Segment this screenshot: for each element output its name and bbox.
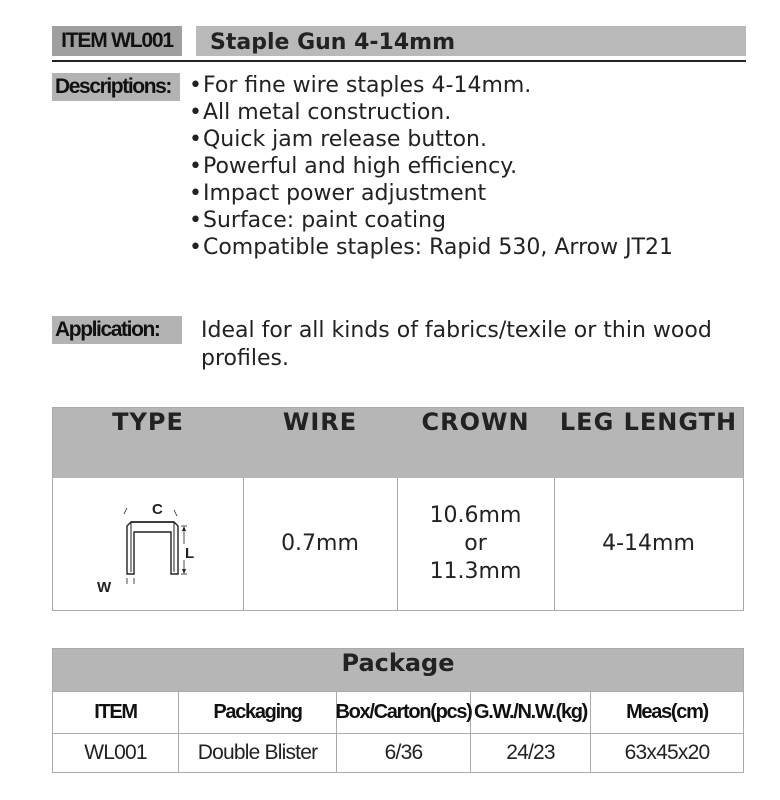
item-cell: WL001 — [53, 734, 179, 772]
descriptions-label: Descriptions: — [52, 73, 180, 101]
package-title: Package — [53, 649, 743, 691]
descriptions-list — [189, 72, 673, 261]
description-item: • Quick jam release button. — [189, 126, 673, 153]
application-text: Ideal for all kinds of fabrics/texile or thin wood profiles. — [201, 318, 712, 371]
wire-header: WIRE — [282, 408, 358, 436]
crown-value-2: 11.3mm — [429, 559, 522, 584]
packaging-header: Packaging — [179, 692, 337, 733]
crown-symbol: C — [152, 501, 163, 518]
measurement-header: Meas(cm) — [626, 701, 708, 723]
crown-value-1: 10.6mm — [429, 503, 522, 528]
weight-header: G.W./N.W.(kg) — [471, 692, 591, 733]
leg-symbol: L — [185, 545, 195, 562]
application-label: Application: — [52, 316, 182, 344]
leg-length-value: 4-14mm — [602, 531, 695, 556]
description-item: • Impact power adjustment — [189, 180, 673, 207]
weight-cell: 24/23 — [471, 734, 591, 772]
staple-diagram-icon — [97, 500, 233, 600]
package-header-row — [53, 691, 743, 733]
crown-header: CROWN — [421, 408, 530, 436]
item-header: ITEM — [53, 692, 179, 733]
leg-length-header: LEG LENGTH — [559, 408, 738, 436]
spec-table — [52, 407, 744, 611]
item-code: ITEM WL001 — [52, 26, 182, 56]
description-item: • Surface: paint coating — [189, 207, 673, 234]
crown-value — [397, 478, 554, 610]
description-item: • Powerful and high efficiency. — [189, 153, 673, 180]
package-table — [52, 648, 744, 773]
crown-value-or: or — [464, 531, 487, 556]
box-carton-header: Box/Carton(pcs) — [337, 692, 471, 733]
description-item: • All metal construction. — [189, 99, 673, 126]
table-row — [53, 733, 743, 772]
type-header: TYPE — [112, 408, 184, 436]
box-carton-cell: 6/36 — [337, 734, 471, 772]
description-item: • For fine wire staples 4-14mm. — [189, 72, 673, 99]
packaging-cell: Double Blister — [179, 734, 337, 772]
header-underline — [52, 60, 746, 62]
measurement-cell: 63x45x20 — [624, 741, 710, 764]
description-item: • Compatible staples: Rapid 530, Arrow JT21 — [189, 234, 673, 261]
wire-value: 0.7mm — [281, 531, 359, 556]
header-separator — [182, 26, 196, 56]
wire-symbol: W — [97, 579, 112, 596]
product-title: Staple Gun 4-14mm — [210, 30, 456, 55]
